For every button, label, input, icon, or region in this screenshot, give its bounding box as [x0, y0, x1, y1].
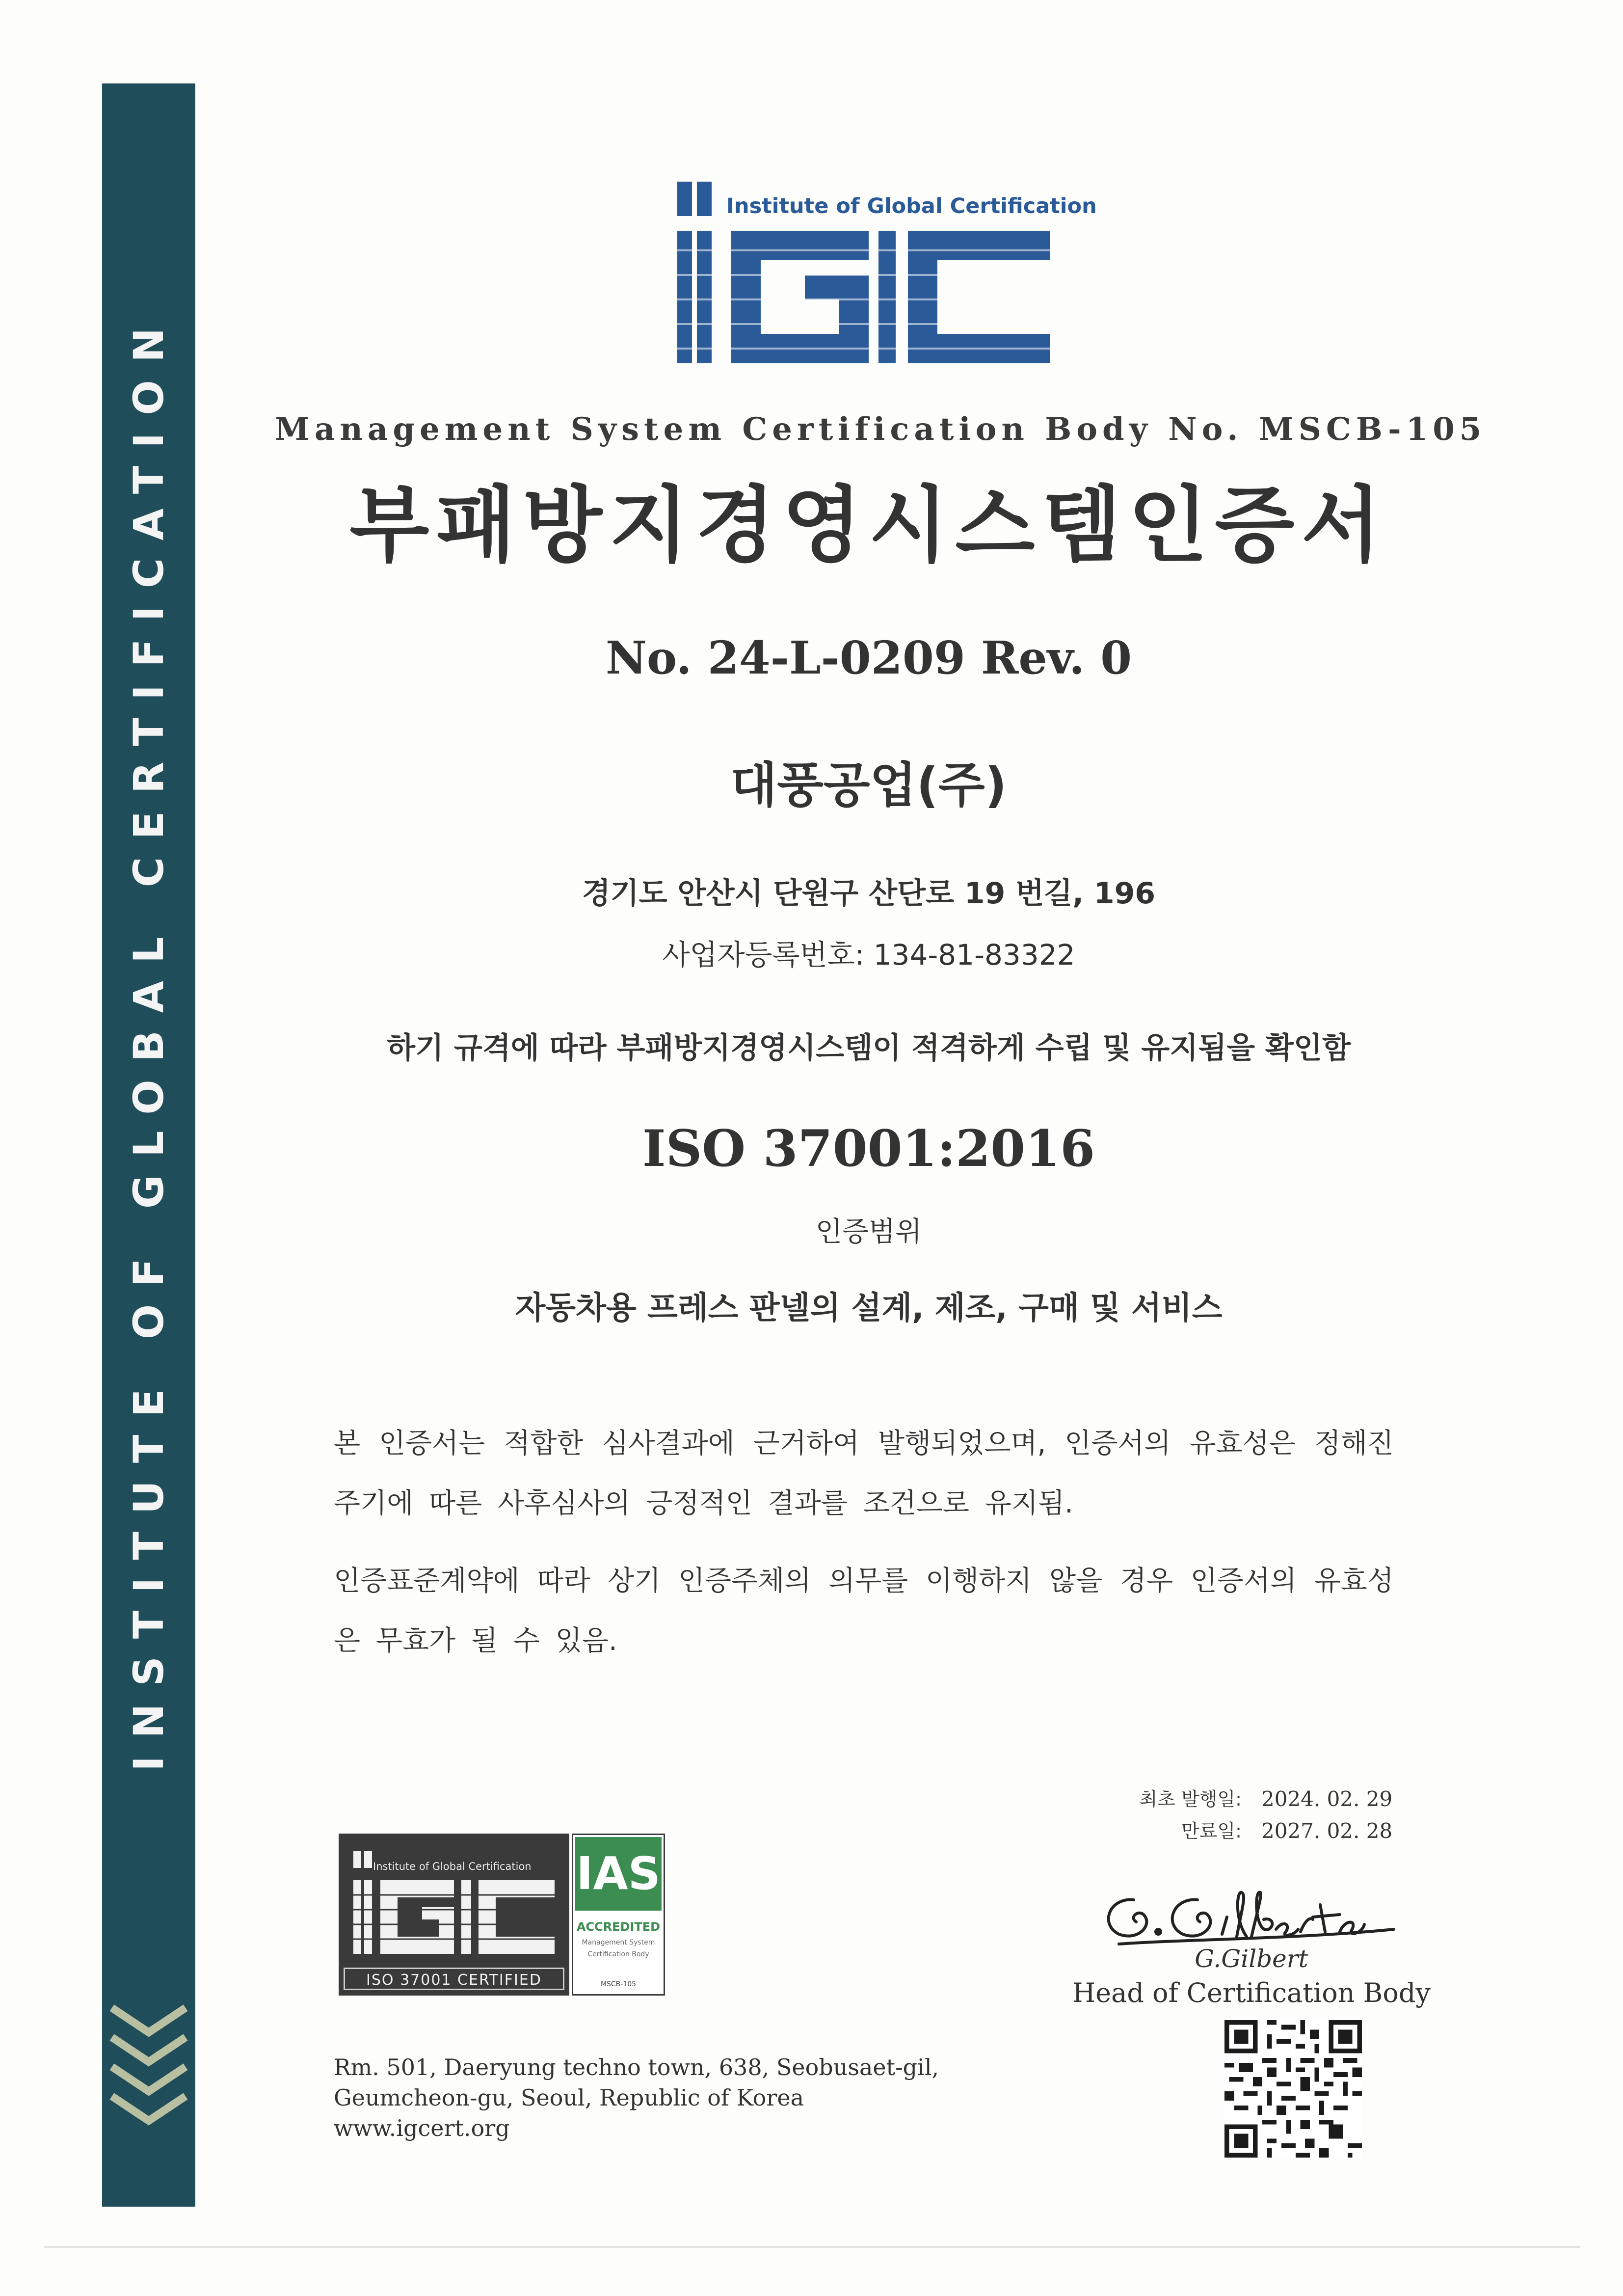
- company-name: 대풍공업(주): [730, 757, 1007, 813]
- certification-statement: 하기 규격에 따라 부패방지경영시스템이 적격하게 수립 및 유지됨을 확인함: [387, 1031, 1351, 1065]
- igc-badge-certified-text: ISO 37001 CERTIFIED: [344, 1968, 564, 1990]
- logo-caption: Institute of Global Certification: [726, 194, 1097, 218]
- expiry-date-label: 만료일:: [1181, 1820, 1242, 1842]
- business-registration-number: 사업자등록번호: 134-81-83322: [662, 938, 1075, 972]
- scan-edge-line: [44, 2246, 1580, 2248]
- scope-text: 자동차용 프레스 판넬의 설계, 제조, 구매 및 서비스: [515, 1290, 1223, 1326]
- footer-address-line: Geumcheon-gu, Seoul, Republic of Korea: [334, 2084, 804, 2111]
- certificate-title: 부패방지경영시스템인증서: [349, 477, 1388, 573]
- certification-body-number: Management System Certification Body No. MSCB-105: [275, 411, 1487, 448]
- standard-name: ISO 37001:2016: [642, 1119, 1095, 1178]
- signer-title: Head of Certification Body: [1072, 1977, 1431, 2008]
- igc-badge-caption: Institute of Global Certification: [373, 1861, 532, 1872]
- certificate-number: No. 24-L-0209 Rev. 0: [605, 631, 1132, 684]
- signer-name: G.Gilbert: [1195, 1945, 1308, 1973]
- obligation-paragraph: 인증표준계약에 따라 상기 인증주체의 의무를 이행하지 않을 경우 인증서의 유효성은 무효가 될 수 있음.: [334, 1565, 1394, 1657]
- qr-code-icon: [1224, 2020, 1362, 2158]
- issue-date-label: 최초 발행일:: [1139, 1788, 1242, 1810]
- validity-paragraph: 본 인증서는 적합한 심사결과에 근거하여 발행되었으며, 인증서의 유효성은 정해진 주기에 따른 사후심사의 긍정적인 결과를 조건으로 유지됨.: [334, 1428, 1394, 1519]
- expiry-date-value: 2027. 02. 28: [1261, 1819, 1393, 1843]
- ias-badge-text: IAS: [576, 1847, 661, 1900]
- scope-label: 인증범위: [815, 1216, 922, 1248]
- ias-badge-accredited: ACCREDITED: [576, 1920, 661, 1934]
- footer-address-line: Rm. 501, Daeryung techno town, 638, Seobusaet-gil,: [334, 2054, 939, 2080]
- footer-website: www.igcert.org: [334, 2115, 510, 2141]
- company-address: 경기도 안산시 단원구 산단로 19 번길, 196: [582, 876, 1156, 911]
- chevron-stack-icon: [102, 1988, 195, 2150]
- side-band-text: INSTITUTE OF GLOBAL CERTIFICATION: [125, 310, 173, 1772]
- ias-badge-subtitle: Management System Certification Body: [582, 1939, 655, 1958]
- issue-date-value: 2024. 02. 29: [1261, 1787, 1393, 1811]
- ias-badge-code: MSCB-105: [600, 1980, 637, 1988]
